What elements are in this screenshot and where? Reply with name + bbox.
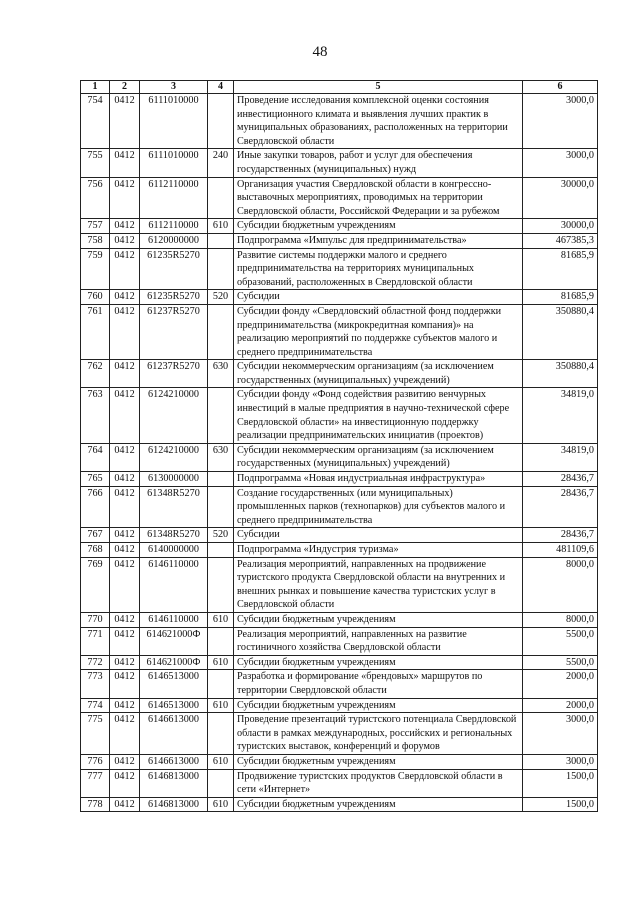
table-row	[81, 655, 598, 670]
target-article-code: 6146513000	[140, 670, 208, 698]
item-description: Подпрограмма «Новая индустриальная инфраструктура»	[234, 472, 523, 487]
section-code: 0412	[110, 248, 140, 290]
table-row	[81, 248, 598, 290]
amount: 34819,0	[523, 443, 598, 471]
expense-type-code: 610	[208, 698, 234, 713]
row-number: 771	[81, 627, 110, 655]
amount: 28436,7	[523, 486, 598, 528]
target-article-code: 6140000000	[140, 543, 208, 558]
section-code: 0412	[110, 655, 140, 670]
item-description: Субсидии бюджетным учреждениям	[234, 797, 523, 812]
amount: 8000,0	[523, 557, 598, 612]
section-code: 0412	[110, 304, 140, 359]
section-code: 0412	[110, 177, 140, 219]
row-number: 765	[81, 472, 110, 487]
row-number: 756	[81, 177, 110, 219]
amount: 8000,0	[523, 612, 598, 627]
table-row	[81, 486, 598, 528]
amount: 2000,0	[523, 670, 598, 698]
expense-type-code	[208, 769, 234, 797]
table-row	[81, 94, 598, 149]
table-row	[81, 627, 598, 655]
table-row	[81, 543, 598, 558]
target-article-code: 614621000Ф	[140, 627, 208, 655]
section-code: 0412	[110, 713, 140, 755]
target-article-code: 6111010000	[140, 149, 208, 177]
row-number: 763	[81, 388, 110, 443]
target-article-code: 61235R5270	[140, 290, 208, 305]
section-code: 0412	[110, 486, 140, 528]
row-number: 764	[81, 443, 110, 471]
section-code: 0412	[110, 219, 140, 234]
row-number: 759	[81, 248, 110, 290]
row-number: 758	[81, 233, 110, 248]
amount: 28436,7	[523, 528, 598, 543]
table-row	[81, 528, 598, 543]
target-article-code: 614621000Ф	[140, 655, 208, 670]
amount: 5500,0	[523, 627, 598, 655]
target-article-code: 61235R5270	[140, 248, 208, 290]
item-description: Проведение презентаций туристского потенциала Свердловской области в рамках международных, российских и региональных туристских выставок, конференций и форумов	[234, 713, 523, 755]
row-number: 770	[81, 612, 110, 627]
target-article-code: 6112110000	[140, 219, 208, 234]
expense-type-code	[208, 304, 234, 359]
row-number: 776	[81, 754, 110, 769]
section-code: 0412	[110, 698, 140, 713]
item-description: Проведение исследования комплексной оценки состояния инвестиционного климата и выявления лучших практик в муниципальных образованиях, расположенных на территории Свердловской области	[234, 94, 523, 149]
target-article-code: 61237R5270	[140, 304, 208, 359]
section-code: 0412	[110, 443, 140, 471]
expense-type-code: 610	[208, 655, 234, 670]
section-code: 0412	[110, 543, 140, 558]
target-article-code: 6146110000	[140, 612, 208, 627]
section-code: 0412	[110, 754, 140, 769]
item-description: Субсидии бюджетным учреждениям	[234, 219, 523, 234]
expense-type-code	[208, 233, 234, 248]
row-number: 775	[81, 713, 110, 755]
column-header: 1	[81, 81, 110, 94]
amount: 2000,0	[523, 698, 598, 713]
row-number: 774	[81, 698, 110, 713]
expense-type-code: 630	[208, 443, 234, 471]
row-number: 762	[81, 360, 110, 388]
expense-type-code	[208, 177, 234, 219]
column-header: 5	[234, 81, 523, 94]
section-code: 0412	[110, 769, 140, 797]
section-code: 0412	[110, 388, 140, 443]
amount: 3000,0	[523, 713, 598, 755]
item-description: Субсидии некоммерческим организациям (за исключением государственных (муниципальных) учреждений)	[234, 443, 523, 471]
section-code: 0412	[110, 612, 140, 627]
table-row	[81, 233, 598, 248]
amount: 3000,0	[523, 149, 598, 177]
amount: 34819,0	[523, 388, 598, 443]
table-row	[81, 557, 598, 612]
section-code: 0412	[110, 149, 140, 177]
item-description: Реализация мероприятий, направленных на развитие гостиничного хозяйства Свердловской области	[234, 627, 523, 655]
expense-type-code: 610	[208, 219, 234, 234]
section-code: 0412	[110, 557, 140, 612]
budget-table	[80, 80, 598, 812]
expense-type-code	[208, 388, 234, 443]
section-code: 0412	[110, 233, 140, 248]
item-description: Подпрограмма «Импульс для предпринимательства»	[234, 233, 523, 248]
item-description: Субсидии бюджетным учреждениям	[234, 612, 523, 627]
amount: 1500,0	[523, 769, 598, 797]
row-number: 778	[81, 797, 110, 812]
section-code: 0412	[110, 472, 140, 487]
item-description: Субсидии	[234, 528, 523, 543]
table-row	[81, 797, 598, 812]
table-row	[81, 443, 598, 471]
expense-type-code	[208, 248, 234, 290]
target-article-code: 6146813000	[140, 797, 208, 812]
row-number: 754	[81, 94, 110, 149]
row-number: 777	[81, 769, 110, 797]
expense-type-code	[208, 627, 234, 655]
section-code: 0412	[110, 627, 140, 655]
section-code: 0412	[110, 290, 140, 305]
expense-type-code: 610	[208, 612, 234, 627]
item-description: Продвижение туристских продуктов Свердловской области в сети «Интернет»	[234, 769, 523, 797]
table-row	[81, 472, 598, 487]
expense-type-code: 610	[208, 797, 234, 812]
target-article-code: 6130000000	[140, 472, 208, 487]
row-number: 760	[81, 290, 110, 305]
target-article-code: 61348R5270	[140, 528, 208, 543]
item-description: Субсидии некоммерческим организациям (за исключением государственных (муниципальных) учреждений)	[234, 360, 523, 388]
amount: 3000,0	[523, 754, 598, 769]
expense-type-code	[208, 670, 234, 698]
target-article-code: 6124210000	[140, 388, 208, 443]
section-code: 0412	[110, 797, 140, 812]
item-description: Развитие системы поддержки малого и среднего предпринимательства на территориях муниципальных образований, расположенных в Свердловской области	[234, 248, 523, 290]
row-number: 769	[81, 557, 110, 612]
section-code: 0412	[110, 360, 140, 388]
target-article-code: 6146613000	[140, 754, 208, 769]
table-row	[81, 177, 598, 219]
column-header: 2	[110, 81, 140, 94]
amount: 5500,0	[523, 655, 598, 670]
expense-type-code	[208, 557, 234, 612]
table-row	[81, 388, 598, 443]
target-article-code: 6124210000	[140, 443, 208, 471]
item-description: Разработка и формирование «брендовых» маршрутов по территории Свердловской области	[234, 670, 523, 698]
row-number: 755	[81, 149, 110, 177]
column-header: 4	[208, 81, 234, 94]
row-number: 761	[81, 304, 110, 359]
item-description: Субсидии фонду «Фонд содействия развитию венчурных инвестиций в малые предприятия в научно-технической сфере Свердловской области» на инвестиционную поддержку реализации предпринимательских инициатив (проектов)	[234, 388, 523, 443]
item-description: Субсидии бюджетным учреждениям	[234, 754, 523, 769]
table-row	[81, 304, 598, 359]
column-header: 3	[140, 81, 208, 94]
amount: 28436,7	[523, 472, 598, 487]
row-number: 773	[81, 670, 110, 698]
table-row	[81, 769, 598, 797]
expense-type-code: 520	[208, 528, 234, 543]
expense-type-code	[208, 543, 234, 558]
target-article-code: 6146110000	[140, 557, 208, 612]
amount: 350880,4	[523, 304, 598, 359]
expense-type-code	[208, 713, 234, 755]
table-row	[81, 149, 598, 177]
amount: 30000,0	[523, 177, 598, 219]
amount: 81685,9	[523, 290, 598, 305]
expense-type-code: 240	[208, 149, 234, 177]
amount: 467385,3	[523, 233, 598, 248]
item-description: Создание государственных (или муниципальных) промышленных парков (технопарков) для субъектов малого и среднего предпринимательства	[234, 486, 523, 528]
row-number: 772	[81, 655, 110, 670]
table-row	[81, 290, 598, 305]
page-number: 48	[312, 44, 328, 60]
item-description: Субсидии бюджетным учреждениям	[234, 655, 523, 670]
amount: 481109,6	[523, 543, 598, 558]
table-row	[81, 754, 598, 769]
expense-type-code: 610	[208, 754, 234, 769]
target-article-code: 6120000000	[140, 233, 208, 248]
amount: 350880,4	[523, 360, 598, 388]
target-article-code: 61237R5270	[140, 360, 208, 388]
item-description: Организация участия Свердловской области в конгрессно-выставочных мероприятиях, проводимых на территории Свердловской области, Российской Федерации и за рубежом	[234, 177, 523, 219]
amount: 81685,9	[523, 248, 598, 290]
target-article-code: 6112110000	[140, 177, 208, 219]
amount: 3000,0	[523, 94, 598, 149]
row-number: 768	[81, 543, 110, 558]
amount: 1500,0	[523, 797, 598, 812]
item-description: Субсидии бюджетным учреждениям	[234, 698, 523, 713]
amount: 30000,0	[523, 219, 598, 234]
item-description: Субсидии фонду «Свердловский областной фонд поддержки предпринимательства (микрокредитная компания)» на реализацию мероприятий по поддержке субъектов малого и среднего предпринимательства	[234, 304, 523, 359]
item-description: Субсидии	[234, 290, 523, 305]
item-description: Реализация мероприятий, направленных на продвижение туристского продукта Свердловской области на внутренних и внешних рынках и повышение качества туристских услуг в Свердловской области	[234, 557, 523, 612]
row-number: 757	[81, 219, 110, 234]
section-code: 0412	[110, 528, 140, 543]
section-code: 0412	[110, 94, 140, 149]
target-article-code: 61348R5270	[140, 486, 208, 528]
expense-type-code	[208, 472, 234, 487]
row-number: 766	[81, 486, 110, 528]
expense-type-code: 520	[208, 290, 234, 305]
header-row	[81, 81, 598, 94]
target-article-code: 6146513000	[140, 698, 208, 713]
target-article-code: 6146813000	[140, 769, 208, 797]
table-row	[81, 360, 598, 388]
expense-type-code	[208, 486, 234, 528]
target-article-code: 6111010000	[140, 94, 208, 149]
section-code: 0412	[110, 670, 140, 698]
item-description: Иные закупки товаров, работ и услуг для обеспечения государственных (муниципальных) нужд	[234, 149, 523, 177]
expense-type-code	[208, 94, 234, 149]
table-row	[81, 713, 598, 755]
table-body	[81, 94, 598, 812]
table-row	[81, 670, 598, 698]
table-row	[81, 698, 598, 713]
table-row	[81, 612, 598, 627]
row-number: 767	[81, 528, 110, 543]
target-article-code: 6146613000	[140, 713, 208, 755]
column-header: 6	[523, 81, 598, 94]
item-description: Подпрограмма «Индустрия туризма»	[234, 543, 523, 558]
table-row	[81, 219, 598, 234]
expense-type-code: 630	[208, 360, 234, 388]
